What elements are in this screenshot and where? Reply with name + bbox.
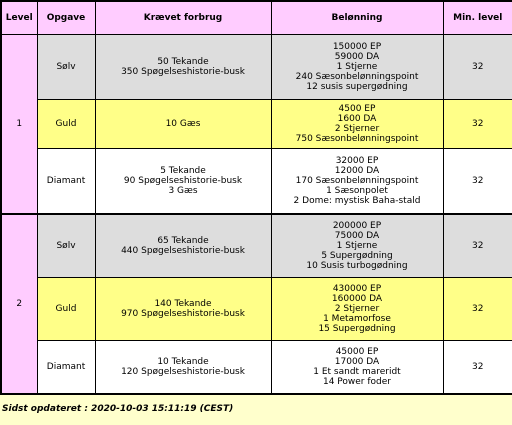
table-row: [1, 341, 512, 395]
task-name: Diamant: [37, 341, 95, 395]
min-level-cell: 32: [443, 214, 512, 278]
task-name: Guld: [37, 278, 95, 341]
table-row: [1, 278, 512, 341]
header-row: [1, 1, 512, 35]
required-cell: 5 Tekande 90 Spøgelseshistorie-busk 3 Gæs: [95, 149, 271, 215]
reward-cell: 430000 EP 160000 DA 2 Stjerner 1 Metamorfose 15 Supergødning: [271, 278, 443, 341]
min-level-cell: 32: [443, 35, 512, 100]
level-cell: 1: [1, 35, 37, 215]
header-required: Krævet forbrug: [95, 1, 271, 35]
header-task: Opgave: [37, 1, 95, 35]
task-name: Diamant: [37, 149, 95, 215]
table-row: [1, 149, 512, 215]
reward-cell: 32000 EP 12000 DA 170 Sæsonbelønningspoint 1 Sæsonpolet 2 Dome: mystisk Baha-stald: [271, 149, 443, 215]
required-cell: 10 Tekande 120 Spøgelseshistorie-busk: [95, 341, 271, 395]
task-name: Sølv: [37, 214, 95, 278]
table-row: [1, 35, 512, 100]
level-cell: 2: [1, 214, 37, 394]
header-level: Level: [1, 1, 37, 35]
min-level-cell: 32: [443, 149, 512, 215]
reward-cell: 4500 EP 1600 DA 2 Stjerner 750 Sæsonbelønningspoint: [271, 100, 443, 149]
table-row: [1, 100, 512, 149]
reward-cell: 150000 EP 59000 DA 1 Stjerne 240 Sæsonbelønningspoint 12 susis supergødning: [271, 35, 443, 100]
task-name: Guld: [37, 100, 95, 149]
required-cell: 140 Tekande 970 Spøgelseshistorie-busk: [95, 278, 271, 341]
required-cell: 10 Gæs: [95, 100, 271, 149]
table-row: [1, 214, 512, 278]
min-level-cell: 32: [443, 100, 512, 149]
reward-cell: 200000 EP 75000 DA 1 Stjerne 5 Supergødning 10 Susis turbogødning: [271, 214, 443, 278]
min-level-cell: 32: [443, 341, 512, 395]
required-cell: 65 Tekande 440 Spøgelseshistorie-busk: [95, 214, 271, 278]
min-level-cell: 32: [443, 278, 512, 341]
header-min-level: Min. level: [443, 1, 512, 35]
task-name: Sølv: [37, 35, 95, 100]
required-cell: 50 Tekande 350 Spøgelseshistorie-busk: [95, 35, 271, 100]
header-reward: Belønning: [271, 1, 443, 35]
reward-cell: 45000 EP 17000 DA 1 Et sandt mareridt 14 Power foder: [271, 341, 443, 395]
last-updated-text: Sidst opdateret : 2020-10-03 15:11:19 (CEST): [2, 404, 234, 414]
